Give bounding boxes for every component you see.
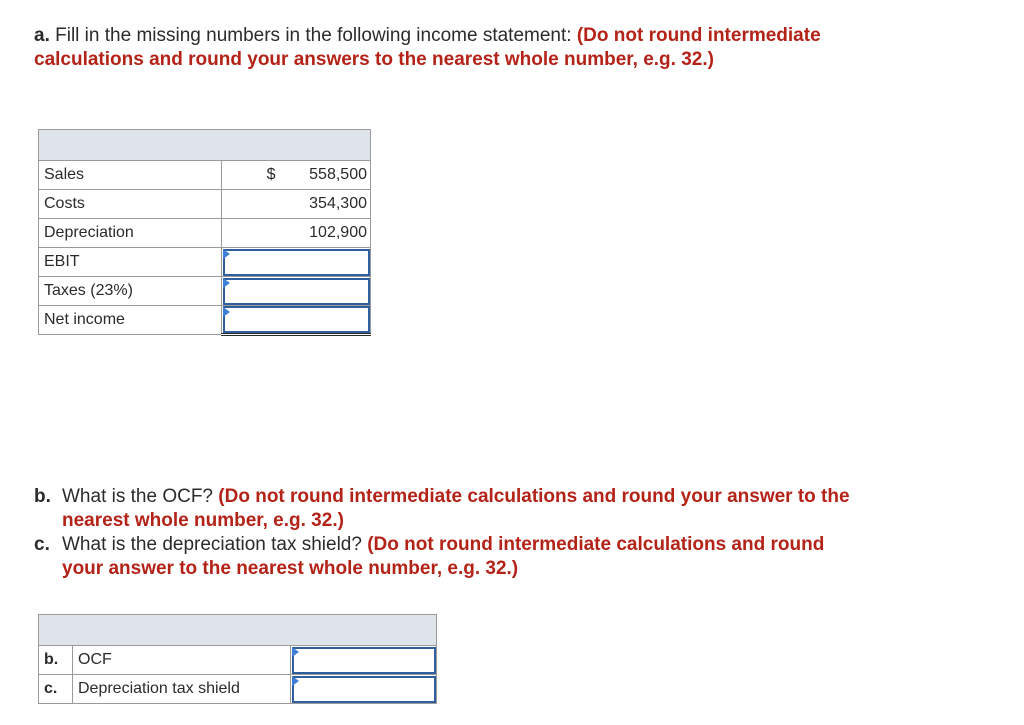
question-b-letter: b. (34, 486, 51, 507)
ocf-input[interactable] (292, 647, 436, 674)
question-b-instruction: (Do not round intermediate calculations and round your answer to the nearest whole number, e.g. 32.) (62, 486, 850, 531)
row-letter: c. (39, 675, 73, 704)
net-income-input[interactable] (223, 306, 370, 333)
question-a (34, 24, 864, 72)
row-value: 102,900 (279, 219, 371, 248)
table-row-ebit (39, 248, 371, 277)
row-label: OCF (73, 646, 291, 675)
question-b (34, 485, 854, 533)
question-a-text: Fill in the missing numbers in the following income statement: (49, 25, 577, 46)
row-label: Costs (39, 190, 222, 219)
currency-symbol (222, 190, 279, 219)
question-c (34, 533, 854, 581)
table-row-depreciation (39, 219, 371, 248)
row-label: Taxes (23%) (39, 277, 222, 306)
answers-table (38, 614, 437, 704)
row-label: Depreciation (39, 219, 222, 248)
row-label: Sales (39, 161, 222, 190)
currency-symbol (222, 219, 279, 248)
table-header-row (39, 130, 371, 161)
table-header-cell (39, 615, 437, 646)
row-label: EBIT (39, 248, 222, 277)
table-row-sales (39, 161, 371, 190)
ocf-input-cell (291, 646, 437, 675)
currency-symbol: $ (222, 161, 279, 190)
question-a-letter: a. (34, 25, 50, 46)
ebit-input[interactable] (223, 249, 370, 276)
question-a-instruction: (Do not round intermediate calculations and round your answers to the nearest whole number, e.g. 32.) (34, 25, 821, 70)
input-flag-icon (292, 676, 299, 686)
questions-b-c (34, 485, 854, 581)
question-c-text: What is the depreciation tax shield? (62, 534, 368, 555)
question-b-text: What is the OCF? (62, 486, 219, 507)
table-row-depreciation-tax-shield (39, 675, 437, 704)
row-label: Net income (39, 306, 222, 335)
table-row-costs (39, 190, 371, 219)
table-header-cell (39, 130, 371, 161)
table-row-ocf (39, 646, 437, 675)
row-value: 558,500 (279, 161, 371, 190)
row-letter: b. (39, 646, 73, 675)
table-header-row (39, 615, 437, 646)
row-value: 354,300 (279, 190, 371, 219)
net-income-input-cell (222, 306, 371, 335)
question-c-instruction: (Do not round intermediate calculations and round your answer to the nearest whole number, e.g. 32.) (62, 534, 825, 579)
table-row-taxes (39, 277, 371, 306)
taxes-input-cell (222, 277, 371, 306)
tax-shield-input-cell (291, 675, 437, 704)
row-label: Depreciation tax shield (73, 675, 291, 704)
ebit-input-cell (222, 248, 371, 277)
input-flag-icon (223, 278, 230, 288)
question-c-letter: c. (34, 534, 50, 555)
table-row-net-income (39, 306, 371, 335)
input-flag-icon (223, 307, 230, 317)
income-statement-table (38, 129, 371, 336)
input-flag-icon (223, 249, 230, 259)
depreciation-tax-shield-input[interactable] (292, 676, 436, 703)
taxes-input[interactable] (223, 278, 370, 305)
input-flag-icon (292, 647, 299, 657)
